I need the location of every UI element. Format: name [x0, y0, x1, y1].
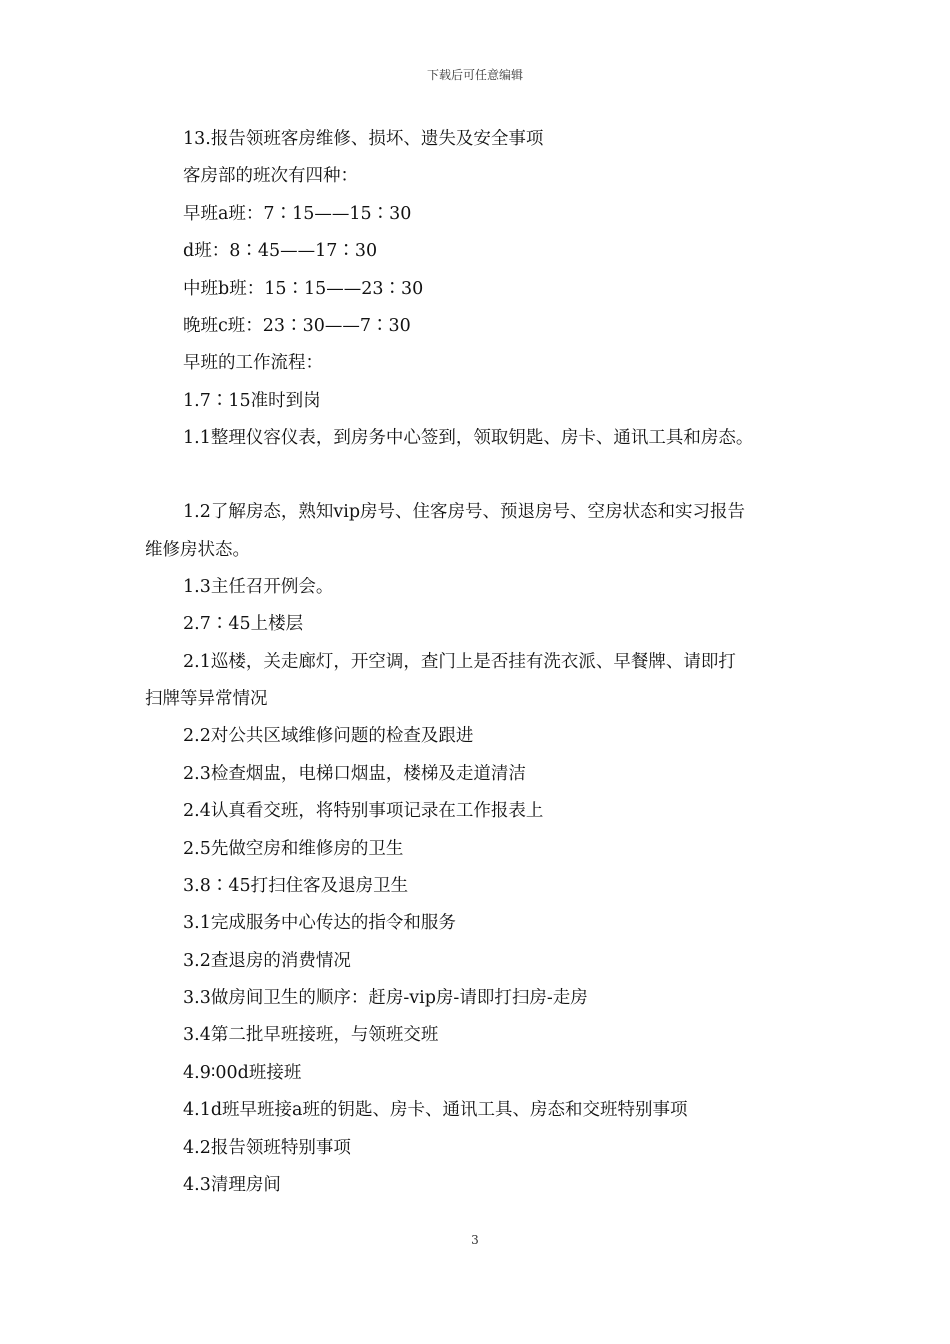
text-line: 客房部的班次有四种：	[183, 166, 358, 186]
text-line: 2.7∶45上楼层	[183, 614, 304, 634]
text-line: 3.4第二批早班接班，与领班交班	[183, 1025, 439, 1045]
text-line: 维修房状态。	[145, 540, 250, 560]
text-line: 1.7∶15准时到岗	[183, 391, 321, 411]
text-line: 2.3检查烟盅，电梯口烟盅，楼梯及走道清洁	[183, 764, 526, 784]
text-line: 早班的工作流程：	[183, 353, 323, 373]
text-line: 3.1完成服务中心传达的指令和服务	[183, 913, 456, 933]
text-line: 2.5先做空房和维修房的卫生	[183, 839, 404, 859]
text-line: d班：8∶45——17∶30	[183, 241, 378, 261]
text-line: 扫牌等异常情况	[145, 689, 268, 709]
text-line: 1.2了解房态，熟知vip房号、住客房号、预退房号、空房状态和实习报告	[183, 502, 746, 522]
text-line: 4.3清理房间	[183, 1175, 281, 1195]
text-line: 1.1整理仪容仪表，到房务中心签到，领取钥匙、房卡、通讯工具和房态。	[183, 428, 754, 448]
text-line: 晚班c班：23∶30——7∶30	[183, 316, 411, 336]
text-line: 13.报告领班客房维修、损坏、遗失及安全事项	[183, 129, 544, 149]
text-line: 3.2查退房的消费情况	[183, 951, 351, 971]
page-number: 3	[471, 1233, 479, 1247]
page-header: 下载后可任意编辑	[426, 68, 523, 82]
text-line: 4.9∶00d班接班	[183, 1063, 302, 1083]
text-line: 3.3做房间卫生的顺序：赶房-vip房-请即打扫房-走房	[183, 988, 588, 1008]
text-line: 早班a班：7∶15——15∶30	[183, 204, 412, 224]
text-line: 2.4认真看交班，将特别事项记录在工作报表上	[183, 801, 544, 821]
text-line: 2.1巡楼，关走廊灯，开空调，查门上是否挂有洗衣派、早餐牌、请即打	[183, 652, 736, 672]
text-line: 2.2对公共区域维修问题的检查及跟进	[183, 726, 474, 746]
text-line: 4.2报告领班特别事项	[183, 1138, 351, 1158]
text-line: 中班b班：15∶15——23∶30	[183, 279, 424, 299]
text-line: 4.1d班早班接a班的钥匙、房卡、通讯工具、房态和交班特别事项	[183, 1100, 688, 1120]
text-line: 1.3主任召开例会。	[183, 577, 334, 597]
text-line: 3.8∶45打扫住客及退房卫生	[183, 876, 409, 896]
